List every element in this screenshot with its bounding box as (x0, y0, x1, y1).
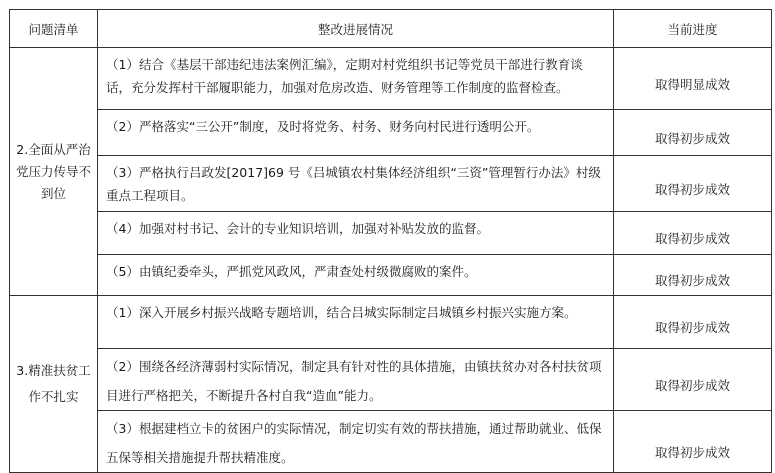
issue-cell: 3.精准扶贫工作不扎实 (10, 296, 98, 473)
status-cell: 取得初步成效 (614, 156, 772, 212)
detail-cell: （2）围绕各经济薄弱村实际情况，制定具有针对性的具体措施，由镇扶贫办对各村扶贫项目进行严格把关，不断提升各村自我“造血”能力。 (98, 349, 614, 411)
status-cell: 取得初步成效 (614, 212, 772, 255)
issue-cell: 2.全面从严治党压力传导不到位 (10, 48, 98, 296)
detail-cell: （4）加强对村书记、会计的专业知识培训，加强对补贴发放的监督。 (98, 212, 614, 255)
detail-cell: （2）严格落实“三公开”制度，及时将党务、村务、财务向村民进行透明公开。 (98, 110, 614, 156)
header-current-status: 当前进度 (614, 10, 772, 48)
table-row (10, 411, 772, 473)
status-cell: 取得明显成效 (614, 48, 772, 110)
detail-cell: （1）深入开展乡村振兴战略专题培训，结合吕城实际制定吕城镇乡村振兴实施方案。 (98, 296, 614, 349)
header-row (10, 10, 772, 48)
table-row (10, 296, 772, 349)
table-row (10, 212, 772, 255)
detail-cell: （3）严格执行吕政发[2017]69 号《吕城镇农村集体经济组织“三资”管理暂行办法》村级重点工程项目。 (98, 156, 614, 212)
table-row (10, 48, 772, 110)
status-cell: 取得初步成效 (614, 255, 772, 296)
table-row (10, 255, 772, 296)
header-progress-details: 整改进展情况 (98, 10, 614, 48)
status-cell: 取得初步成效 (614, 110, 772, 156)
header-issue-list: 问题清单 (10, 10, 98, 48)
table-row (10, 110, 772, 156)
detail-cell: （3）根据建档立卡的贫困户的实际情况，制定切实有效的帮扶措施，通过帮助就业、低保五保等相关措施提升帮扶精准度。 (98, 411, 614, 473)
table-row (10, 156, 772, 212)
detail-cell: （1）结合《基层干部违纪违法案例汇编》，定期对村党组织书记等党员干部进行教育谈话，充分发挥村干部履职能力，加强对危房改造、财务管理等工作制度的监督检查。 (98, 48, 614, 110)
detail-cell: （5）由镇纪委牵头，严抓党风政风，严肃查处村级微腐败的案件。 (98, 255, 614, 296)
status-cell: 取得初步成效 (614, 296, 772, 349)
status-cell: 取得初步成效 (614, 411, 772, 473)
reform-progress-table (9, 9, 772, 473)
status-cell: 取得初步成效 (614, 349, 772, 411)
table-row (10, 349, 772, 411)
